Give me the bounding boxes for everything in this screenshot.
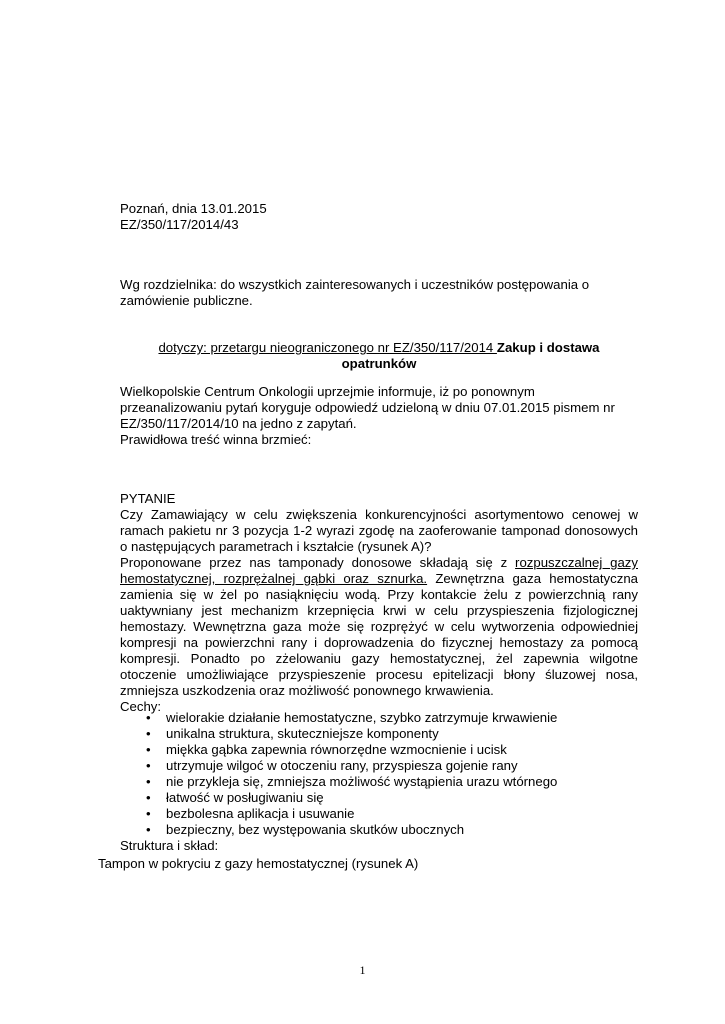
date-line: Poznań, dnia 13.01.2015 xyxy=(120,201,267,216)
feature-text: unikalna struktura, skuteczniejsze komponenty xyxy=(166,726,439,741)
list-item xyxy=(146,822,646,838)
feature-text: wielorakie działanie hemostatyczne, szybko zatrzymuje krwawienie xyxy=(166,710,558,725)
intro-block xyxy=(120,384,638,448)
bullet-icon: • xyxy=(146,758,151,773)
question-heading: PYTANIE xyxy=(120,491,176,506)
addressee-line-2: zamówienie publiczne. xyxy=(120,293,253,308)
intro-line-3: EZ/350/117/2014/10 na jedno z zapytań. xyxy=(120,416,357,431)
feature-text: miękka gąbka zapewnia równorzędne wzmocnienie i ucisk xyxy=(166,742,507,757)
list-item xyxy=(146,806,646,822)
proposal-line-1-underlined: rozpuszczalnej gazy xyxy=(515,555,638,570)
list-item xyxy=(146,742,646,758)
intro-line-4: Prawidłowa treść winna brzmieć: xyxy=(120,432,312,447)
bullet-icon: • xyxy=(146,790,151,805)
intro-line-1: Wielkopolskie Centrum Onkologii uprzejmie informuje, iż po ponownym xyxy=(120,384,535,399)
addressee-block xyxy=(120,277,638,309)
subject-line-1 xyxy=(120,340,638,356)
bullet-icon: • xyxy=(146,806,151,821)
subject-prefix: dotyczy: przetargu nieograniczonego nr EZ/350/117/2014 xyxy=(158,340,497,355)
header-block xyxy=(120,201,638,233)
proposal-line-2-underlined: hemostatycznej, rozprężalnej gąbki oraz sznurka. xyxy=(120,571,428,586)
bullet-icon: • xyxy=(146,726,151,741)
proposal-line-4: uaktywniany jest mechanizm krzepnięcia krwi w celu przyspieszenia fizjologicznej xyxy=(120,603,638,618)
proposal-line-2 xyxy=(120,571,638,587)
list-item xyxy=(146,710,646,726)
proposal-line-8: otoczenie umożliwiające przyspieszenie procesu epitelizacji błony śluzowej nosa, xyxy=(120,667,638,682)
subject-title-part-2: opatrunków xyxy=(341,356,417,371)
bullet-icon: • xyxy=(146,742,151,757)
question-line-1: Czy Zamawiający w celu zwiększenia konkurencyjności asortymentowo cenowej w xyxy=(120,507,638,522)
features-heading: Cechy: xyxy=(120,699,162,714)
proposal-line-6: kompresji na powierzchni rany i doprowadzenia do fizycznej hemostazy za pomocą xyxy=(120,635,638,650)
question-line-2: ramach pakietu nr 3 pozycja 1-2 wyrazi zgodę na zaoferowanie tamponad donosowych xyxy=(120,523,638,538)
features-list xyxy=(146,710,646,838)
list-item xyxy=(146,758,646,774)
proposal-line-7: kompresji. Ponadto po zżelowaniu gazy hemostatycznej, żel zapewnia wilgotne xyxy=(120,651,638,666)
intro-line-2: przeanalizowaniu pytań koryguje odpowiedź udzieloną w dniu 07.01.2015 pismem nr xyxy=(120,400,615,415)
proposal-line-5: hemostazy. Wewnętrzna gaza może się rozprężyć w celu wytworzenia odpowiedniej xyxy=(120,619,638,634)
list-item xyxy=(146,790,646,806)
structure-line: Tampon w pokryciu z gazy hemostatycznej (rysunek A) xyxy=(98,856,419,871)
subject-block xyxy=(120,340,638,372)
subject-title-part-1: Zakup i dostawa xyxy=(496,340,600,355)
feature-text: utrzymuje wilgoć w otoczeniu rany, przyspiesza gojenie rany xyxy=(166,758,518,773)
list-item xyxy=(146,726,646,742)
question-line-3: o następujących parametrach i kształcie (rysunek A)? xyxy=(120,539,432,554)
reference-number: EZ/350/117/2014/43 xyxy=(120,217,239,232)
feature-text: bezbolesna aplikacja i usuwanie xyxy=(166,806,355,821)
feature-text: łatwość w posługiwaniu się xyxy=(166,790,324,805)
proposal-line-1-text: Proponowane przez nas tamponady donosowe składają się z xyxy=(120,555,516,570)
proposal-line-3: zamienia się w żel po nasiąknięciu wodą. Przy kontakcie żelu z powierzchnią rany xyxy=(120,587,638,602)
addressee-line-1: Wg rozdzielnika: do wszystkich zainteresowanych i uczestników postępowania o xyxy=(120,277,590,292)
structure-heading: Struktura i skład: xyxy=(120,838,219,853)
page-number: 1 xyxy=(359,963,366,977)
bullet-icon: • xyxy=(146,774,151,789)
list-item xyxy=(146,774,646,790)
bullet-icon: • xyxy=(146,822,151,837)
question-block xyxy=(120,491,638,715)
feature-text: nie przykleja się, zmniejsza możliwość wystąpienia urazu wtórnego xyxy=(166,774,558,789)
proposal-line-1 xyxy=(120,555,638,571)
proposal-line-2-text: Zewnętrzna gaza hemostatyczna xyxy=(427,571,638,586)
proposal-line-9: zmniejsza uszkodzenia oraz możliwość ponownego krwawienia. xyxy=(120,683,494,698)
bullet-icon: • xyxy=(146,710,151,725)
feature-text: bezpieczny, bez występowania skutków ubocznych xyxy=(166,822,465,837)
